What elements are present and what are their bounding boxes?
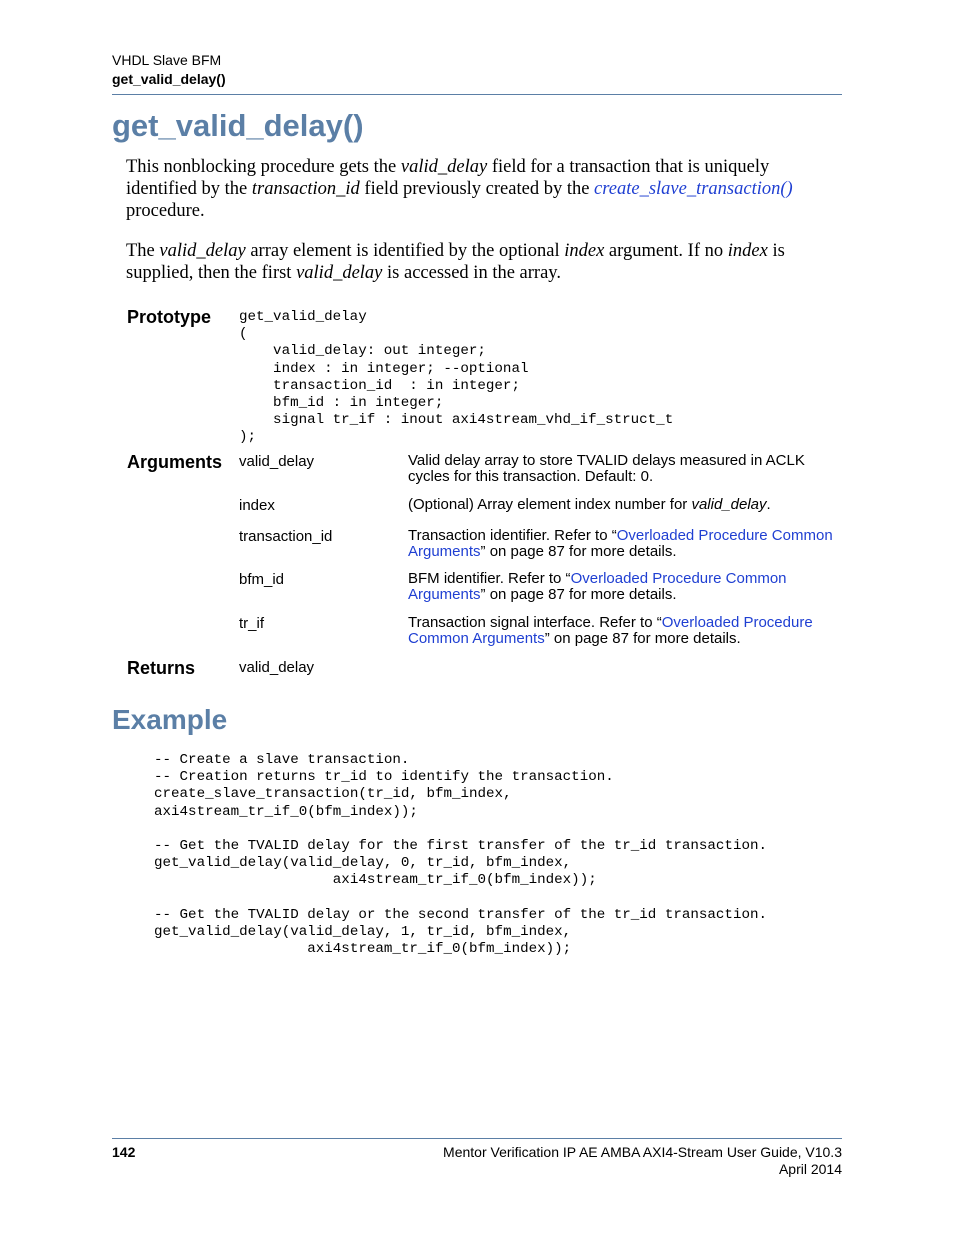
overloaded-procedure-link[interactable]: Overloaded Procedure Common Arguments (408, 614, 813, 647)
returns-label: Returns (127, 658, 196, 678)
arg-name-valid-delay: valid_delay (239, 453, 315, 470)
arg-name-transaction-id: transaction_id (239, 528, 333, 545)
arg-desc-transaction-id: Transaction identifier. Refer to “Overloaded Procedure Common Arguments” on page 87 for more details. (408, 527, 833, 560)
code-line: axi4stream_tr_if_0(bfm_index)); (154, 803, 418, 820)
publication-date: April 2014 (778, 1161, 842, 1177)
overloaded-procedure-link[interactable]: Overloaded Procedure Common Arguments (408, 570, 787, 603)
create-slave-transaction-link[interactable]: create_slave_transaction() (594, 179, 793, 199)
arg-name-index: index (239, 497, 275, 514)
returns-value: valid_delay (239, 659, 315, 676)
page-number: 142 (112, 1144, 136, 1160)
arg-desc-valid-delay: Valid delay array to store TVALID delays measured in ACLK cycles for this transaction. Default: 0. (408, 452, 805, 485)
code-line: -- Get the TVALID delay for the first transfer of the tr_id transaction. (154, 838, 767, 854)
running-header-subsection: get_valid_delay() (112, 71, 226, 87)
code-line: signal tr_if : inout axi4stream_vhd_if_struct_t (239, 412, 674, 429)
prototype-label: Prototype (127, 307, 212, 327)
code-line (154, 821, 767, 838)
footer-rule (112, 1138, 842, 1139)
code-line: get_valid_delay(valid_delay, 0, tr_id, bfm_index, (154, 855, 572, 872)
arg-desc-bfm-id: BFM identifier. Refer to “Overloaded Procedure Common Arguments” on page 87 for more details. (408, 570, 787, 603)
code-line: -- Creation returns tr_id to identify the transaction. (154, 769, 614, 786)
code-line: index : in integer; --optional (239, 360, 529, 377)
code-line: ( (239, 326, 248, 343)
header-rule (112, 94, 842, 95)
code-line: -- Create a slave transaction. (154, 752, 410, 768)
code-line: valid_delay: out integer; (239, 343, 486, 360)
arg-desc-tr-if: Transaction signal interface. Refer to “Overloaded Procedure Common Arguments” on page 87 for more details. (408, 614, 813, 647)
intro-paragraph-1: This nonblocking procedure gets the valid_delay field for a transaction that is uniquely identified by the transaction_id field previously created by the create_slave_transaction() procedure. (126, 157, 793, 221)
guide-title: Mentor Verification IP AE AMBA AXI4-Stream User Guide, V10.3 (443, 1144, 842, 1160)
code-line: get_valid_delay(valid_delay, 1, tr_id, bfm_index, (154, 924, 572, 940)
code-line: get_valid_delay (239, 309, 367, 325)
code-line: transaction_id : in integer; (239, 377, 520, 394)
page-title: get_valid_delay() (112, 108, 364, 143)
prototype-code (239, 309, 673, 447)
intro-paragraph-2: The valid_delay array element is identified by the optional index argument. If no index is supplied, then the first valid_delay is accessed in the array. (126, 241, 785, 283)
running-header-section: VHDL Slave BFM (112, 52, 222, 68)
code-line: bfm_id : in integer; (239, 395, 444, 412)
example-code (154, 752, 767, 958)
code-line: axi4stream_tr_if_0(bfm_index)); (154, 872, 597, 889)
code-line: ); (239, 429, 257, 446)
code-line: create_slave_transaction(tr_id, bfm_index, (154, 786, 512, 803)
code-line: -- Get the TVALID delay or the second transfer of the tr_id transaction. (154, 906, 767, 923)
footer-guide-info (443, 1144, 842, 1178)
arg-desc-index: (Optional) Array element index number for valid_delay. (408, 496, 771, 513)
arg-name-tr-if: tr_if (239, 615, 265, 632)
arg-name-bfm-id: bfm_id (239, 571, 285, 588)
code-line: axi4stream_tr_if_0(bfm_index)); (154, 941, 572, 958)
example-heading: Example (112, 704, 228, 735)
code-line (154, 890, 767, 907)
arguments-label: Arguments (127, 452, 223, 472)
overloaded-procedure-link[interactable]: Overloaded Procedure Common Arguments (408, 527, 833, 560)
